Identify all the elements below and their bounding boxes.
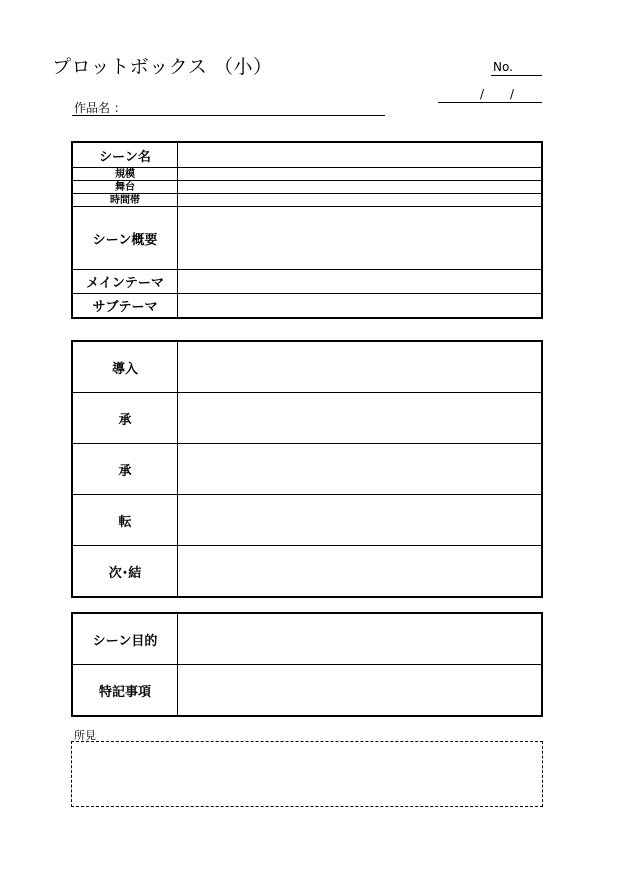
row-label: 次･結 bbox=[72, 546, 178, 598]
table-row bbox=[72, 546, 542, 598]
row-label: 規模 bbox=[72, 168, 178, 181]
sub-theme-field[interactable] bbox=[178, 294, 543, 319]
next-conclusion-field[interactable] bbox=[178, 546, 543, 598]
date-separator: / bbox=[510, 87, 515, 101]
row-label: シーン概要 bbox=[72, 207, 178, 270]
row-label: 特記事項 bbox=[72, 665, 178, 717]
table-row bbox=[72, 294, 542, 319]
table-row bbox=[72, 341, 542, 393]
table-row bbox=[72, 613, 542, 665]
introduction-field[interactable] bbox=[178, 341, 543, 393]
work-title-label: 作品名 ： bbox=[74, 101, 126, 115]
table-row bbox=[72, 142, 542, 168]
row-label: サブテーマ bbox=[72, 294, 178, 319]
row-label: シーン名 bbox=[72, 142, 178, 168]
scene-purpose-field[interactable] bbox=[178, 613, 543, 665]
purpose-table bbox=[71, 612, 543, 717]
date-separator: / bbox=[480, 87, 485, 101]
remarks-label: 所見 bbox=[74, 729, 96, 742]
number-label: No. bbox=[493, 60, 513, 74]
table-row bbox=[72, 181, 542, 194]
turn-field[interactable] bbox=[178, 495, 543, 546]
table-row bbox=[72, 168, 542, 181]
development-field-1[interactable] bbox=[178, 393, 543, 444]
row-label: 転 bbox=[72, 495, 178, 546]
table-row bbox=[72, 665, 542, 717]
row-label: 導入 bbox=[72, 341, 178, 393]
row-label: 舞台 bbox=[72, 181, 178, 194]
scale-field[interactable] bbox=[178, 168, 543, 181]
development-field-2[interactable] bbox=[178, 444, 543, 495]
remarks-field[interactable] bbox=[71, 741, 543, 807]
special-notes-field[interactable] bbox=[178, 665, 543, 717]
row-label: 時間帯 bbox=[72, 194, 178, 207]
main-theme-field[interactable] bbox=[178, 270, 543, 294]
table-row bbox=[72, 393, 542, 444]
scene-summary-field[interactable] bbox=[178, 207, 543, 270]
row-label: 承 bbox=[72, 444, 178, 495]
table-row bbox=[72, 495, 542, 546]
table-row bbox=[72, 444, 542, 495]
page-title: プロットボックス （小） bbox=[52, 56, 273, 78]
row-label: メインテーマ bbox=[72, 270, 178, 294]
date-underline bbox=[438, 102, 542, 103]
table-row bbox=[72, 194, 542, 207]
work-title-field[interactable] bbox=[72, 115, 385, 116]
structure-table bbox=[71, 340, 543, 598]
stage-field[interactable] bbox=[178, 181, 543, 194]
time-of-day-field[interactable] bbox=[178, 194, 543, 207]
row-label: シーン目的 bbox=[72, 613, 178, 665]
table-row bbox=[72, 207, 542, 270]
row-label: 承 bbox=[72, 393, 178, 444]
scene-name-field[interactable] bbox=[178, 142, 543, 168]
number-field[interactable] bbox=[491, 75, 542, 76]
table-row bbox=[72, 270, 542, 294]
scene-info-table bbox=[71, 141, 543, 319]
